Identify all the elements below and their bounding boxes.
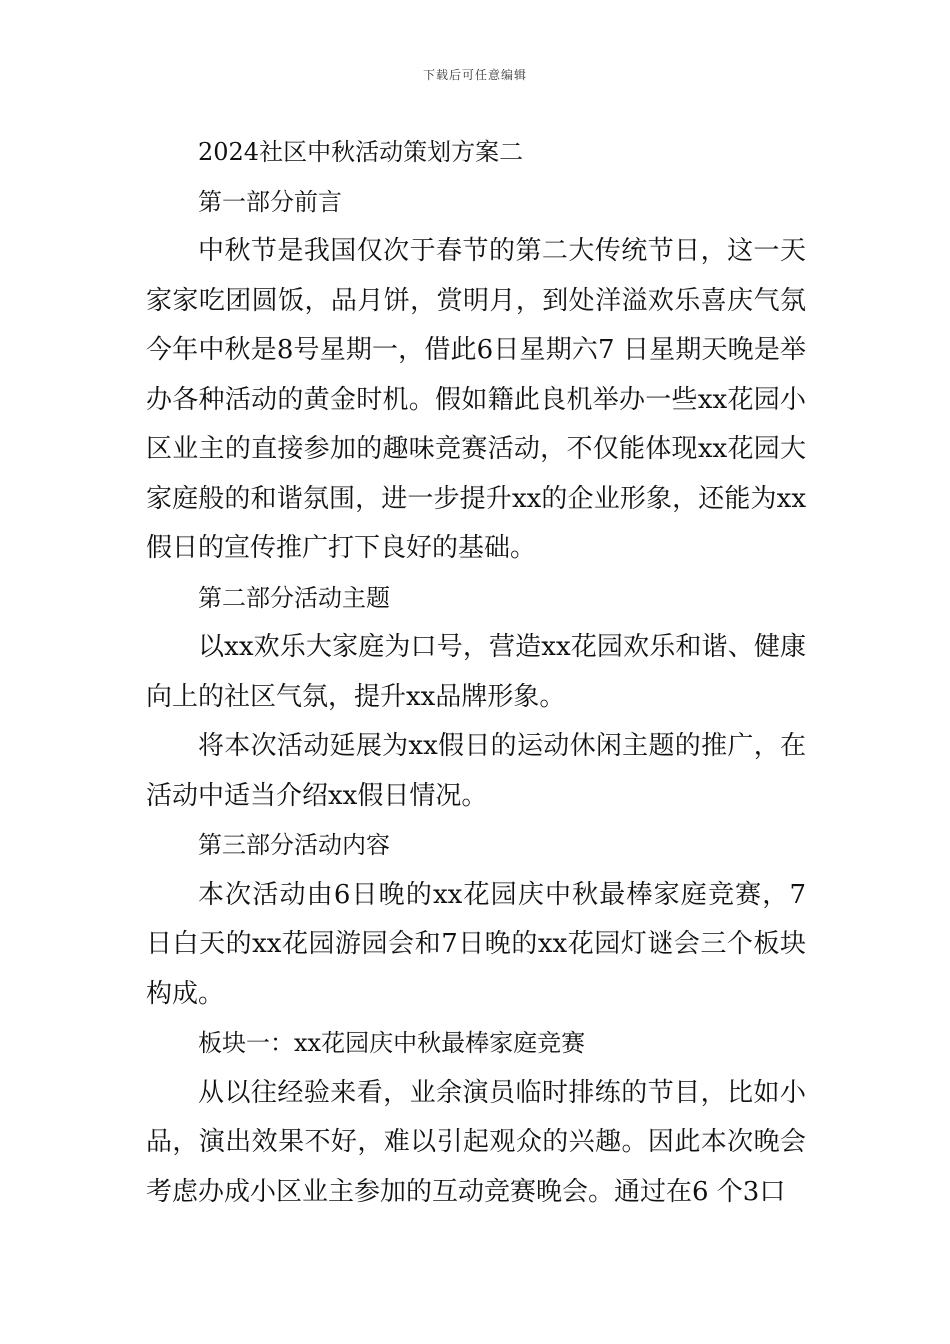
section3-heading: 第三部分活动内容 xyxy=(198,831,390,859)
section3-paragraph: 本次活动由6日晚的xx花园庆中秋最棒家庭竞赛，7日白天的xx花园游园会和7日晚的xx花园灯谜会三个板块构成。 xyxy=(146,879,806,1009)
document-title: 2024社区中秋活动策划方案二 xyxy=(198,138,524,166)
header-note: 下载后可任意编辑 xyxy=(422,68,527,82)
section1-heading: 第一部分前言 xyxy=(198,187,342,216)
section1-paragraph: 中秋节是我国仅次于春节的第二大传统节日，这一天家家吃团圆饭，品月饼，赏明月，到处洋溢欢乐喜庆气氛今年中秋是8号星期一，借此6日星期六7 日星期天晚是举办各种活动的黄金时机。假如籍此良机举办一些xx花园小区业主的直接参加的趣味竞赛活动，不仅能体现xx花园大家庭般的和谐氛围，进一步提升xx的企业形象，还能为xx假日的宣传推广打下良好的基础。 xyxy=(146,236,806,563)
document-body xyxy=(146,128,806,1217)
block1-heading: 板块一：xx花园庆中秋最棒家庭竞赛 xyxy=(198,1029,586,1057)
block1-paragraph: 从以往经验来看，业余演员临时排练的节目，比如小品，演出效果不好，难以引起观众的兴趣。因此本次晚会考虑办成小区业主参加的互动竞赛晚会。通过在6 个3口 xyxy=(146,1077,806,1207)
section2-paragraph-1: 以xx欢乐大家庭为口号，营造xx花园欢乐和谐、健康向上的社区气氛，提升xx品牌形象。 xyxy=(146,632,806,712)
section2-paragraph-2: 将本次活动延展为xx假日的运动休闲主题的推广，在活动中适当介绍xx假日情况。 xyxy=(146,731,806,811)
section2-heading: 第二部分活动主题 xyxy=(198,583,390,612)
